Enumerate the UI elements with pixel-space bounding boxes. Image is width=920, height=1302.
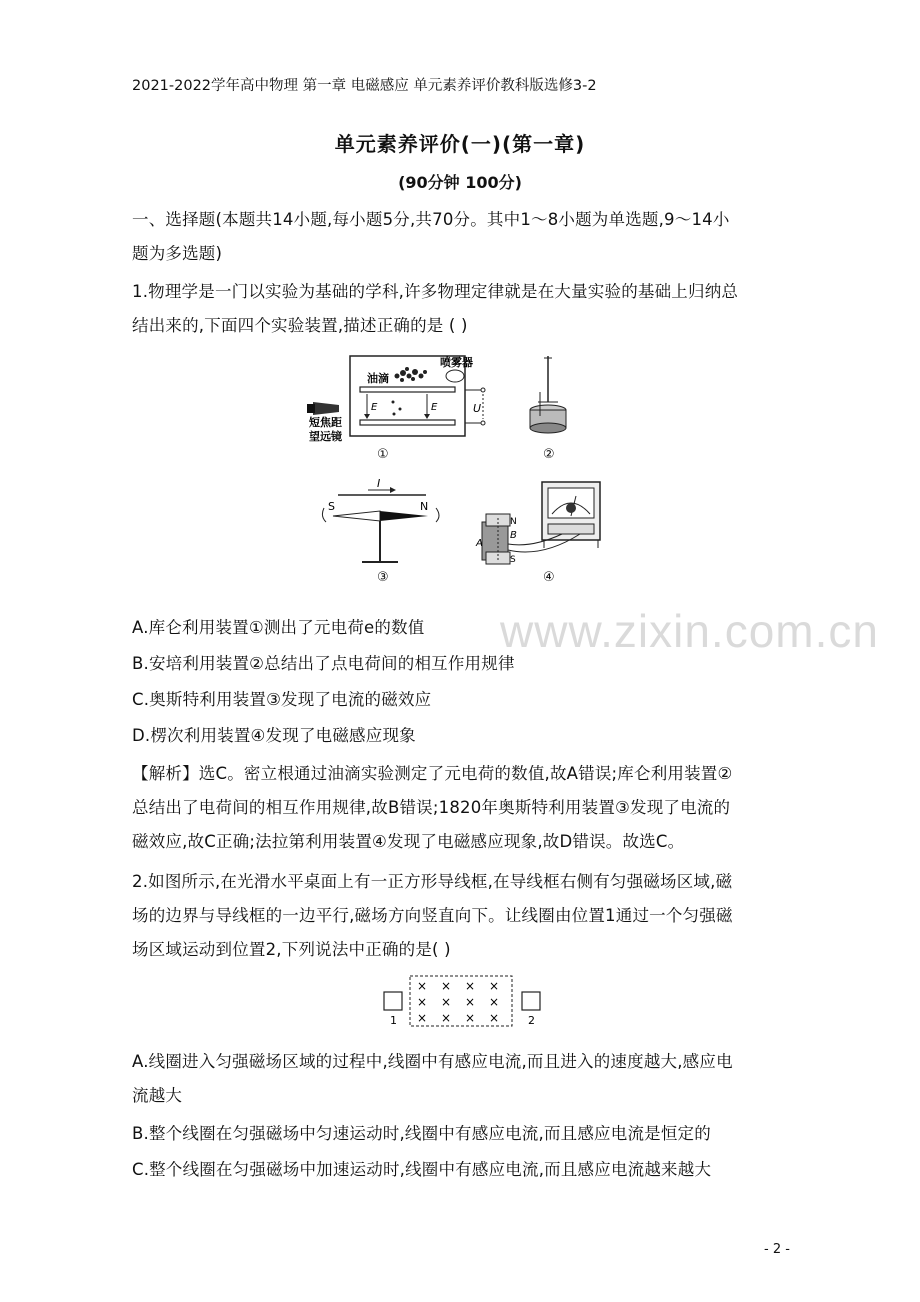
q1-option-b: B.安培利用装置②总结出了点电荷间的相互作用规律: [132, 654, 515, 673]
oil-drop-label: 油滴: [367, 372, 389, 385]
q2-stem-line1: 2.如图所示,在光滑水平桌面上有一正方形导线框,在导线框右侧有匀强磁场区域,磁: [132, 872, 733, 891]
south-pole-label: S: [328, 500, 335, 513]
torsion-balance-figure: [520, 352, 580, 442]
position-1-label: 1: [390, 1014, 397, 1027]
q1-option-c: C.奥斯特利用装置③发现了电流的磁效应: [132, 690, 432, 709]
q1-stem-line1: 1.物理学是一门以实验为基础的学科,许多物理定律就是在大量实验的基础上归纳总: [132, 282, 739, 301]
magnet-north-label: N: [510, 517, 517, 527]
q1-analysis-line3: 磁效应,故C正确;法拉第利用装置④发现了电磁感应现象,故D错误。故选C。: [132, 832, 685, 851]
q1-analysis-line1: 【解析】选C。密立根通过油滴实验测定了元电荷的数值,故A错误;库仑利用装置②: [132, 764, 733, 783]
voltage-symbol: U: [473, 402, 482, 415]
section-instructions-line1: 一、选择题(本题共14小题,每小题5分,共70分。其中1～8小题为单选题,9～14小: [132, 210, 730, 229]
coil-label-b: B: [510, 530, 517, 541]
q2-stem-line2: 场的边界与导线框的一边平行,磁场方向竖直向下。让线圈由位置1通过一个匀强磁: [132, 906, 733, 925]
figure-label-2: ②: [543, 447, 555, 462]
figure-label-3: ③: [377, 570, 389, 585]
q1-stem-line2: 结出来的,下面四个实验装置,描述正确的是 ( ): [132, 316, 468, 335]
oersted-compass-figure: [318, 476, 448, 576]
page-title: 单元素养评价(一)(第一章): [334, 132, 586, 156]
north-pole-label: N: [420, 500, 429, 513]
field-cross: ×: [440, 1011, 452, 1025]
q1-analysis-line2: 总结出了电荷间的相互作用规律,故B错误;1820年奥斯特利用装置③发现了电流的: [132, 798, 731, 817]
q1-option-a: A.库仑利用装置①测出了元电荷e的数值: [132, 618, 425, 637]
current-symbol: I: [377, 477, 381, 490]
field-cross: ×: [488, 1011, 500, 1025]
magnet-south-label: S: [510, 555, 516, 565]
field-cross: ×: [488, 979, 500, 993]
magnetic-field-figure: [380, 972, 550, 1032]
coil-label-a: A: [476, 538, 483, 549]
field-cross: ×: [464, 979, 476, 993]
sprayer-label: 喷雾器: [440, 356, 473, 369]
section-instructions-line2: 题为多选题): [132, 244, 223, 263]
q1-option-d: D.楞次利用装置④发现了电磁感应现象: [132, 726, 416, 745]
oil-drop-apparatus-figure: [305, 352, 505, 462]
q2-stem-line3: 场区域运动到位置2,下列说法中正确的是( ): [132, 940, 451, 959]
figure-label-1: ①: [377, 447, 389, 462]
field-symbol-right: E: [431, 402, 438, 413]
field-cross: ×: [416, 995, 428, 1009]
field-cross: ×: [464, 995, 476, 1009]
field-cross: ×: [416, 1011, 428, 1025]
field-symbol-left: E: [371, 402, 378, 413]
faraday-induction-figure: [472, 478, 612, 570]
q2-option-c: C.整个线圈在匀强磁场中加速运动时,线圈中有感应电流,而且感应电流越来越大: [132, 1160, 712, 1179]
position-2-label: 2: [528, 1014, 535, 1027]
figure-label-4: ④: [543, 570, 555, 585]
field-cross: ×: [488, 995, 500, 1009]
telescope-label-1: 短焦距: [309, 416, 342, 429]
telescope-label-2: 望远镜: [309, 430, 342, 443]
q2-option-b: B.整个线圈在匀强磁场中匀速运动时,线圈中有感应电流,而且感应电流是恒定的: [132, 1124, 711, 1143]
field-cross: ×: [440, 979, 452, 993]
q2-option-a-line2: 流越大: [132, 1086, 183, 1105]
field-cross: ×: [416, 979, 428, 993]
page-number: - 2 -: [764, 1242, 790, 1257]
q2-option-a-line1: A.线圈进入匀强磁场区域的过程中,线圈中有感应电流,而且进入的速度越大,感应电: [132, 1052, 733, 1071]
field-cross: ×: [440, 995, 452, 1009]
field-cross: ×: [464, 1011, 476, 1025]
document-header: 2021-2022学年高中物理 第一章 电磁感应 单元素养评价教科版选修3-2: [132, 78, 597, 94]
watermark: www.zixin.com.cn: [500, 605, 879, 657]
page-subtitle: (90分钟 100分): [398, 173, 522, 192]
